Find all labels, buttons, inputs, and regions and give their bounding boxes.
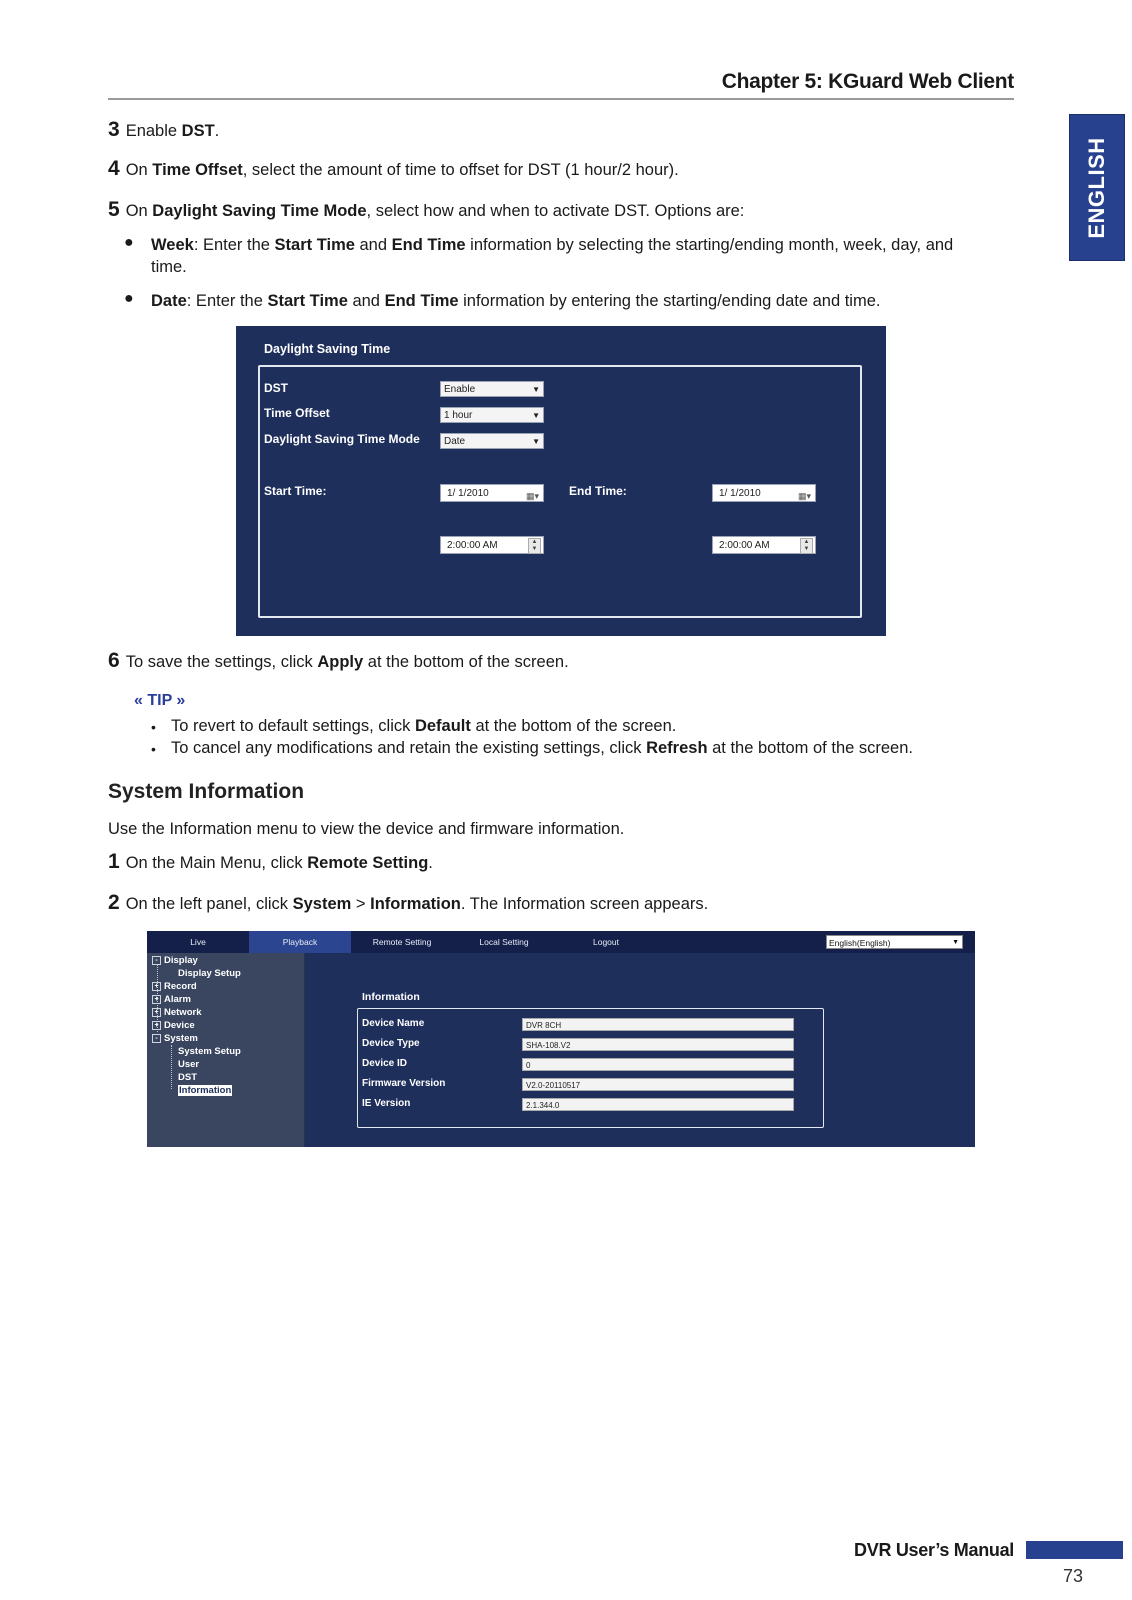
tip-text: at the bottom of the screen. [707,739,913,757]
tree-item-network[interactable] [152,1007,201,1018]
tree-item-user[interactable]: User [178,1059,200,1070]
option-bold: Start Time [274,236,355,254]
option-term: Date [151,292,187,310]
option-text: and [347,292,385,310]
time-offset-value: 1 hour [444,410,473,421]
option-week-cont: time. [151,258,187,276]
device-id-label: Device ID [362,1058,408,1069]
step-bold: System [292,895,352,913]
tip-label: « TIP » [134,692,186,709]
language-tab [1069,114,1125,261]
step-number: 4 [108,157,120,180]
step-bold: Daylight Saving Time Mode [152,202,367,220]
spinner-icon[interactable]: ▲ ▼ [800,538,813,554]
expand-icon[interactable]: + [152,1008,161,1017]
bullet-icon: • [151,741,156,757]
nav-tab-local-setting[interactable]: Local Setting [479,937,529,947]
ie-version-label: IE Version [362,1098,411,1109]
tree-label: Device [164,1020,195,1031]
step-2 [108,892,708,915]
tree-label: Record [164,981,197,992]
chevron-down-icon: ▼ [532,437,540,446]
option-bold: End Time [384,292,459,310]
tree-label: System [164,1033,198,1044]
spinner-icon[interactable]: ▲ ▼ [528,538,541,554]
tip-text: To cancel any modifications and retain the existing settings, click [171,739,647,757]
collapse-icon[interactable]: - [152,956,161,965]
tip-bold: Refresh [646,739,708,757]
dst-mode-select[interactable] [440,433,544,449]
option-term: Week [151,236,194,254]
step-number: 3 [108,118,120,141]
step-bold: Information [370,895,461,913]
language-value: English(English) [829,938,891,948]
step-text: Enable [125,122,182,140]
calendar-icon[interactable]: ▦▾ [797,491,811,501]
end-time-label: End Time: [569,484,627,498]
tree-item-information[interactable] [178,1085,232,1096]
start-date-value: 1/ 1/2010 [447,488,489,499]
step-4 [108,158,679,181]
dst-select-value: Enable [444,384,476,395]
footer-accent-bar [1026,1541,1123,1559]
start-date-picker[interactable] [440,484,544,502]
step-text: On the left panel, click [125,895,293,913]
option-text: and [354,236,392,254]
option-bold: Start Time [267,292,348,310]
step-bold: Apply [317,653,364,671]
step-bold: Time Offset [152,161,243,179]
end-time-spinner[interactable] [712,536,816,554]
section-heading: System Information [108,780,305,803]
step-number: 6 [108,649,120,672]
option-text: : Enter the [186,292,268,310]
expand-icon[interactable]: + [152,982,161,991]
step-number: 5 [108,198,120,221]
info-panel-title: Information [362,991,420,1003]
device-id-field: 0 [522,1058,794,1071]
chevron-down-icon: ▼ [952,939,959,946]
tree-item-device[interactable] [152,1020,195,1031]
expand-icon[interactable]: + [152,1021,161,1030]
step-text: at the bottom of the screen. [363,653,569,671]
nav-tab-live[interactable]: Live [190,937,206,947]
nav-tab-remote-setting[interactable]: Remote Setting [372,937,432,947]
tip-text: To revert to default settings, click [171,717,415,735]
end-date-value: 1/ 1/2010 [719,488,761,499]
option-text: information by selecting the starting/ending month, week, day, and [465,236,954,254]
tree-label: Display [164,955,198,966]
tree-item-system-setup[interactable]: System Setup [178,1046,241,1057]
left-tree-panel [147,953,305,1147]
time-offset-label: Time Offset [264,406,330,420]
device-name-label: Device Name [362,1018,425,1029]
nav-tab-playback[interactable]: Playback [249,931,351,953]
start-time-value: 2:00:00 AM [447,540,498,551]
header-divider [108,98,1014,100]
manual-title: DVR User’s Manual [854,1540,1014,1560]
device-type-field: SHA-108.V2 [522,1038,794,1051]
step-5 [108,199,744,222]
tip-bold: Default [414,717,471,735]
tree-item-display-setup[interactable]: Display Setup [178,968,241,979]
end-time-value: 2:00:00 AM [719,540,770,551]
step-bold: Remote Setting [307,854,429,872]
chapter-title: Chapter 5: KGuard Web Client [721,70,1014,93]
tree-connector [171,1045,172,1089]
time-offset-select[interactable] [440,407,544,423]
option-bold: End Time [391,236,466,254]
tip-item [171,715,676,737]
step-text: > [351,895,371,913]
bullet-icon: ● [124,290,134,307]
tree-label: Network [164,1007,202,1018]
tip-text: at the bottom of the screen. [470,717,677,735]
start-time-label: Start Time: [264,484,327,498]
dst-select[interactable] [440,381,544,397]
dst-panel-title: Daylight Saving Time [264,342,391,356]
top-nav-bar [147,931,975,953]
step-text: . The Information screen appears. [460,895,709,913]
firmware-version-field: V2.0-20110517 [522,1078,794,1091]
step-text: . [428,854,433,872]
expand-icon[interactable]: + [152,995,161,1004]
device-name-field: DVR 8CH [522,1018,794,1031]
page-number: 73 [1063,1566,1084,1586]
bullet-icon: • [151,719,156,735]
step-text: To save the settings, click [125,653,318,671]
tip-item [171,737,913,759]
language-select[interactable] [826,935,963,949]
dst-mode-label: Daylight Saving Time Mode [264,432,420,446]
step-text: , select how and when to activate DST. Options are: [366,202,745,220]
step-bold: DST [181,122,215,140]
step-1 [108,851,433,874]
tree-item-alarm[interactable] [152,994,191,1005]
firmware-version-label: Firmware Version [362,1078,446,1089]
option-week [151,234,1021,256]
device-type-label: Device Type [362,1038,420,1049]
tree-label-selected: Information [179,1085,232,1096]
chevron-down-icon: ▼ [532,385,540,394]
tree-item-system[interactable] [152,1033,198,1044]
option-text: : Enter the [193,236,275,254]
tree-label: Alarm [164,994,191,1005]
nav-tab-logout[interactable]: Logout [593,937,619,947]
step-text: On [125,161,153,179]
option-date [151,290,880,312]
info-screenshot [147,931,975,1147]
tree-item-dst[interactable]: DST [178,1072,197,1083]
step-text: . [214,122,220,140]
step-number: 1 [108,850,120,873]
dst-label: DST [264,381,288,395]
collapse-icon[interactable]: - [152,1034,161,1043]
language-tab-label: ENGLISH [1084,136,1109,239]
tree-item-record[interactable] [152,981,197,992]
step-3 [108,119,219,142]
chevron-down-icon: ▼ [532,411,540,420]
calendar-icon[interactable]: ▦▾ [525,491,539,501]
step-text: , select the amount of time to offset for DST (1 hour/2 hour). [242,161,679,179]
step-text: On [125,202,153,220]
option-text: information by entering the starting/ending date and time. [458,292,881,310]
step-6 [108,650,569,673]
end-date-picker[interactable] [712,484,816,502]
ie-version-field: 2.1.344.0 [522,1098,794,1111]
dst-mode-value: Date [444,436,466,447]
bullet-icon: ● [124,234,134,251]
dst-screenshot [236,326,886,636]
step-number: 2 [108,891,120,914]
tree-item-display[interactable] [152,955,198,966]
section-intro: Use the Information menu to view the device and firmware information. [108,820,625,838]
step-text: On the Main Menu, click [125,854,308,872]
start-time-spinner[interactable] [440,536,544,554]
